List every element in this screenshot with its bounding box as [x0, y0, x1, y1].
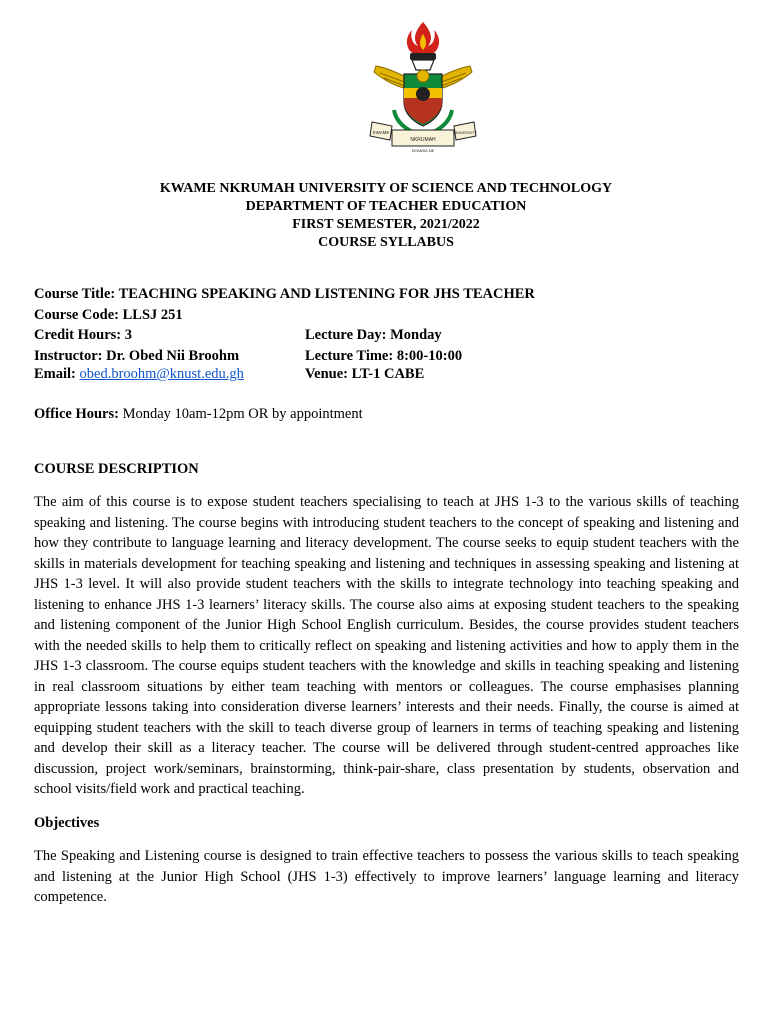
course-title: TEACHING SPEAKING AND LISTENING FOR JHS TEACHER	[118, 286, 535, 302]
office-hours: Monday 10am-12pm OR by appointment	[122, 406, 363, 422]
lecture-day-row	[305, 326, 442, 344]
lecture-time-row	[305, 347, 462, 365]
course-title-row	[34, 285, 535, 303]
banner-center-text: NKRUMAH	[410, 137, 436, 143]
instructor-row	[34, 347, 239, 365]
lecture-day: Monday	[390, 327, 442, 343]
course-code-label: Course Code:	[34, 307, 119, 323]
lecture-day-label: Lecture Day:	[305, 327, 387, 343]
email-row	[34, 365, 244, 383]
email-label: Email:	[34, 366, 76, 382]
venue: LT-1 CABE	[351, 366, 425, 382]
credit-hours-row	[34, 326, 132, 344]
lecture-time: 8:00-10:00	[396, 348, 463, 364]
credit-hours-label: Credit Hours:	[34, 327, 122, 343]
office-hours-row	[34, 405, 363, 423]
document-header	[0, 180, 768, 252]
banner-right-text: UNIVERSITY	[452, 130, 478, 135]
knust-crest-icon	[366, 18, 480, 164]
motto-text: NYANSA NE	[411, 148, 435, 153]
course-description-heading: COURSE DESCRIPTION	[34, 461, 199, 477]
doc-type: COURSE SYLLABUS	[318, 235, 454, 250]
credit-hours: 3	[124, 327, 133, 343]
banner-left-text: KWAME	[372, 130, 390, 135]
department-name: DEPARTMENT OF TEACHER EDUCATION	[245, 199, 527, 214]
email-link[interactable]: obed.broohm@knust.edu.gh	[79, 366, 244, 382]
semester-line: FIRST SEMESTER, 2021/2022	[292, 217, 480, 232]
office-hours-label: Office Hours:	[34, 406, 119, 422]
course-code: LLSJ 251	[122, 307, 183, 323]
objectives-text: The Speaking and Listening course is designed to train effective teachers to possess the various skills to teach speaking and listening at the Junior High School (JHS 1-3) effectively to improve learners’ language learning and literacy competence.	[34, 848, 739, 905]
lecture-time-label: Lecture Time:	[305, 348, 394, 364]
venue-label: Venue:	[305, 366, 348, 382]
university-name: KWAME NKRUMAH UNIVERSITY OF SCIENCE AND TECHNOLOGY	[159, 181, 613, 196]
course-code-row	[34, 306, 183, 324]
instructor-label: Instructor:	[34, 348, 103, 364]
course-title-label: Course Title:	[34, 286, 116, 302]
instructor-name: Dr. Obed Nii Broohm	[106, 348, 240, 364]
objectives-heading: Objectives	[34, 815, 100, 831]
venue-row	[305, 365, 424, 383]
course-description-text: The aim of this course is to expose student teachers specialising to teach at JHS 1-3 to the various skills of teaching speaking and listening. The course begins with introducing student teachers to the concept of speaking and listening and how they contribute to language learning and literacy development. The course seeks to equip student teachers with the skills in materials development for teaching speaking and listening and techniques in assessing speaking and listening at JHS 1-3 level. It will also provide student teachers with the skills to integrate technology into teaching speaking and listening to enhance JHS 1-3 learners’ literacy skills. The course also aims at exposing student teachers to the speaking and listening component of the Junior High School English curriculum. Besides, the course provides student teachers with the needed skills to help them to critically reflect on speaking and listening activities and how to apply them in the JHS 1-3 classroom. The course equips student teachers with the knowledge and skills in teaching speaking and listening in real classroom situations by either team teaching with mentors or colleagues. The course emphasises planning appropriate lessons taking into consideration diverse learners’ interests and their needs. Finally, the course is aimed at equipping student teachers with the skill to teach diverse group of learners in terms of teaching speaking and listening and develop their skill as a literacy teacher. The course will be delivered through student-centred approaches like discussion, project work/seminars, brainstorming, think-pair-share, class presentation by students, observation and school visits/field work and practical teaching.	[34, 494, 739, 797]
